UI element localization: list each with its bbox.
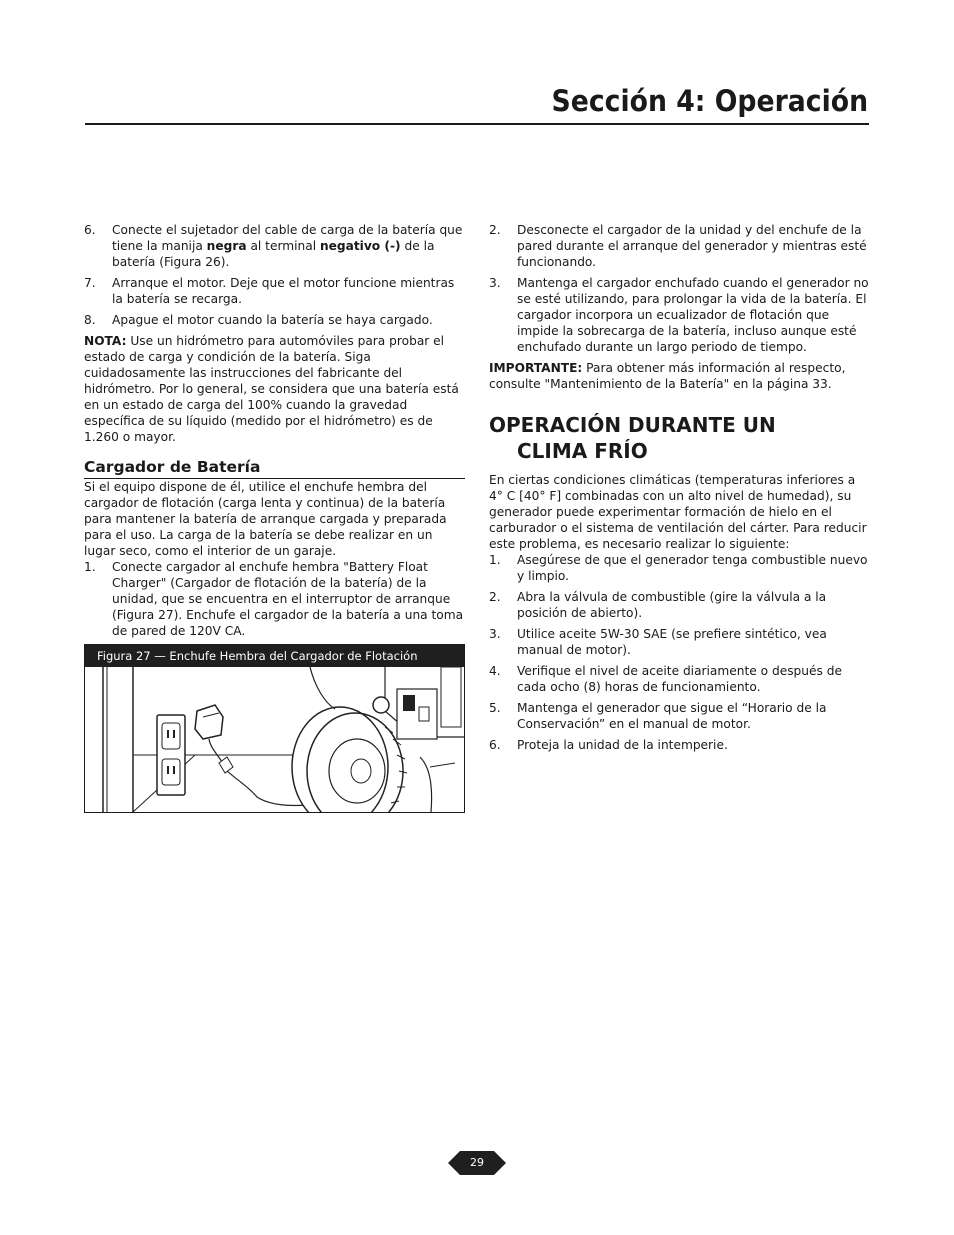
step-text: Mantenga el cargador enchufado cuando el generador no se esté utilizando, para prolongar la vida de la batería. El cargador incorpora un ecualizador de flotación que impide la sobrecarga de la batería, incluso aunque esté enchufado durante un largo periodo de tiempo. xyxy=(517,276,869,354)
note-paragraph xyxy=(84,333,465,445)
cold-heading-line1: OPERACIÓN DURANTE UN xyxy=(489,413,776,437)
list-number: 6. xyxy=(84,223,96,237)
list-item xyxy=(489,663,870,695)
list-item xyxy=(489,275,870,355)
list-number: 5. xyxy=(489,701,501,715)
figure-illustration xyxy=(85,667,464,812)
bold-term: negra xyxy=(206,239,247,253)
list-item xyxy=(84,222,465,270)
list-item xyxy=(489,589,870,621)
page-number: 29 xyxy=(470,1156,484,1169)
note-label: NOTA: xyxy=(84,334,127,348)
list-number: 1. xyxy=(84,560,96,574)
list-number: 2. xyxy=(489,223,501,237)
step-text: Asegúrese de que el generador tenga combustible nuevo y limpio. xyxy=(517,553,868,583)
list-number: 1. xyxy=(489,553,501,567)
list-item xyxy=(489,700,870,732)
list-number: 6. xyxy=(489,738,501,752)
figure-caption: Figura 27 — Enchufe Hembra del Cargador de Flotación xyxy=(85,645,464,667)
step-text: Apague el motor cuando la batería se haya cargado. xyxy=(112,313,433,327)
title-rule xyxy=(85,123,869,125)
step-text: Arranque el motor. Deje que el motor funcione mientras la batería se recarga. xyxy=(112,276,455,306)
charger-heading: Cargador de Batería xyxy=(84,459,465,479)
note-text: Use un hidrómetro para automóviles para probar el estado de carga y condición de la batería. Siga cuidadosamente las instrucciones del fabricante del hidrómetro. Por lo general, se considera que una batería está en un estado de carga del 100% cuando la gravedad específica de su líquido (medido por el hidrómetro) es de 1.260 o mayor. xyxy=(84,334,459,444)
cold-intro: En ciertas condiciones climáticas (temperaturas inferiores a 4° C [40° F] combinadas con un alto nivel de humedad), su generador puede experimentar formación de hielo en el carburador o el sistema de ventilación del cárter. Para reducir este problema, es necesario realizar lo siguiente: xyxy=(489,473,867,551)
list-number: 3. xyxy=(489,276,501,290)
step-text: Desconecte el cargador de la unidad y del enchufe de la pared durante el arranque del generador y mientras esté funcionando. xyxy=(517,223,867,269)
list-item xyxy=(84,275,465,307)
step-text: Proteja la unidad de la intemperie. xyxy=(517,738,728,752)
step-text: Utilice aceite 5W-30 SAE (se prefiere sintético, vea manual de motor). xyxy=(517,627,827,657)
list-number: 3. xyxy=(489,627,501,641)
step-text: Conecte cargador al enchufe hembra "Battery Float Charger" (Cargador de flotación de la batería) de la unidad, que se encuentra en el interruptor de arranque (Figura 27). Enchufe el cargador de la batería a una toma de pared de 120V CA. xyxy=(112,560,464,638)
step-text: Conecte el sujetador del cable de carga de la batería que tiene la manija xyxy=(112,223,463,253)
list-number: 7. xyxy=(84,276,96,290)
list-item xyxy=(489,222,870,270)
step-text: Mantenga el generador que sigue el “Horario de la Conservación” en el manual de motor. xyxy=(517,701,827,731)
bold-term: negativo (-) xyxy=(319,239,401,253)
list-item xyxy=(489,552,870,584)
step-text: Abra la válvula de combustible (gire la válvula a la posición de abierto). xyxy=(517,590,827,620)
important-text: Para obtener más información al respecto, consulte "Mantenimiento de la Batería" en la página 33. xyxy=(489,361,846,391)
step-text: de la batería (Figura 26). xyxy=(112,239,435,269)
list-item xyxy=(489,626,870,658)
figure-27 xyxy=(84,644,465,813)
cold-heading-line2: CLIMA FRÍO xyxy=(517,439,648,463)
list-number: 2. xyxy=(489,590,501,604)
charger-intro: Si el equipo dispone de él, utilice el enchufe hembra del cargador de flotación (carga lenta y continua) de la batería para mantener la batería de arranque cargada y preparada para el uso. La carga de la batería se debe realizar en un lugar seco, como el interior de un garaje. xyxy=(84,480,447,558)
list-number: 8. xyxy=(84,313,96,327)
page-title: Sección 4: Operación xyxy=(551,84,868,118)
list-item xyxy=(84,559,465,639)
left-column xyxy=(84,222,465,813)
step-text: Verifique el nivel de aceite diariamente o después de cada ocho (8) horas de funcionamiento. xyxy=(517,664,842,694)
right-column xyxy=(489,222,870,758)
list-number: 4. xyxy=(489,664,501,678)
step-text: al terminal xyxy=(246,239,320,253)
important-paragraph xyxy=(489,360,870,392)
charger-plug-icon xyxy=(195,705,223,739)
wall-outlet-icon xyxy=(157,715,185,795)
cold-weather-heading xyxy=(489,412,870,464)
important-label: IMPORTANTE: xyxy=(489,361,583,375)
list-item xyxy=(489,737,870,753)
list-item xyxy=(84,312,465,328)
